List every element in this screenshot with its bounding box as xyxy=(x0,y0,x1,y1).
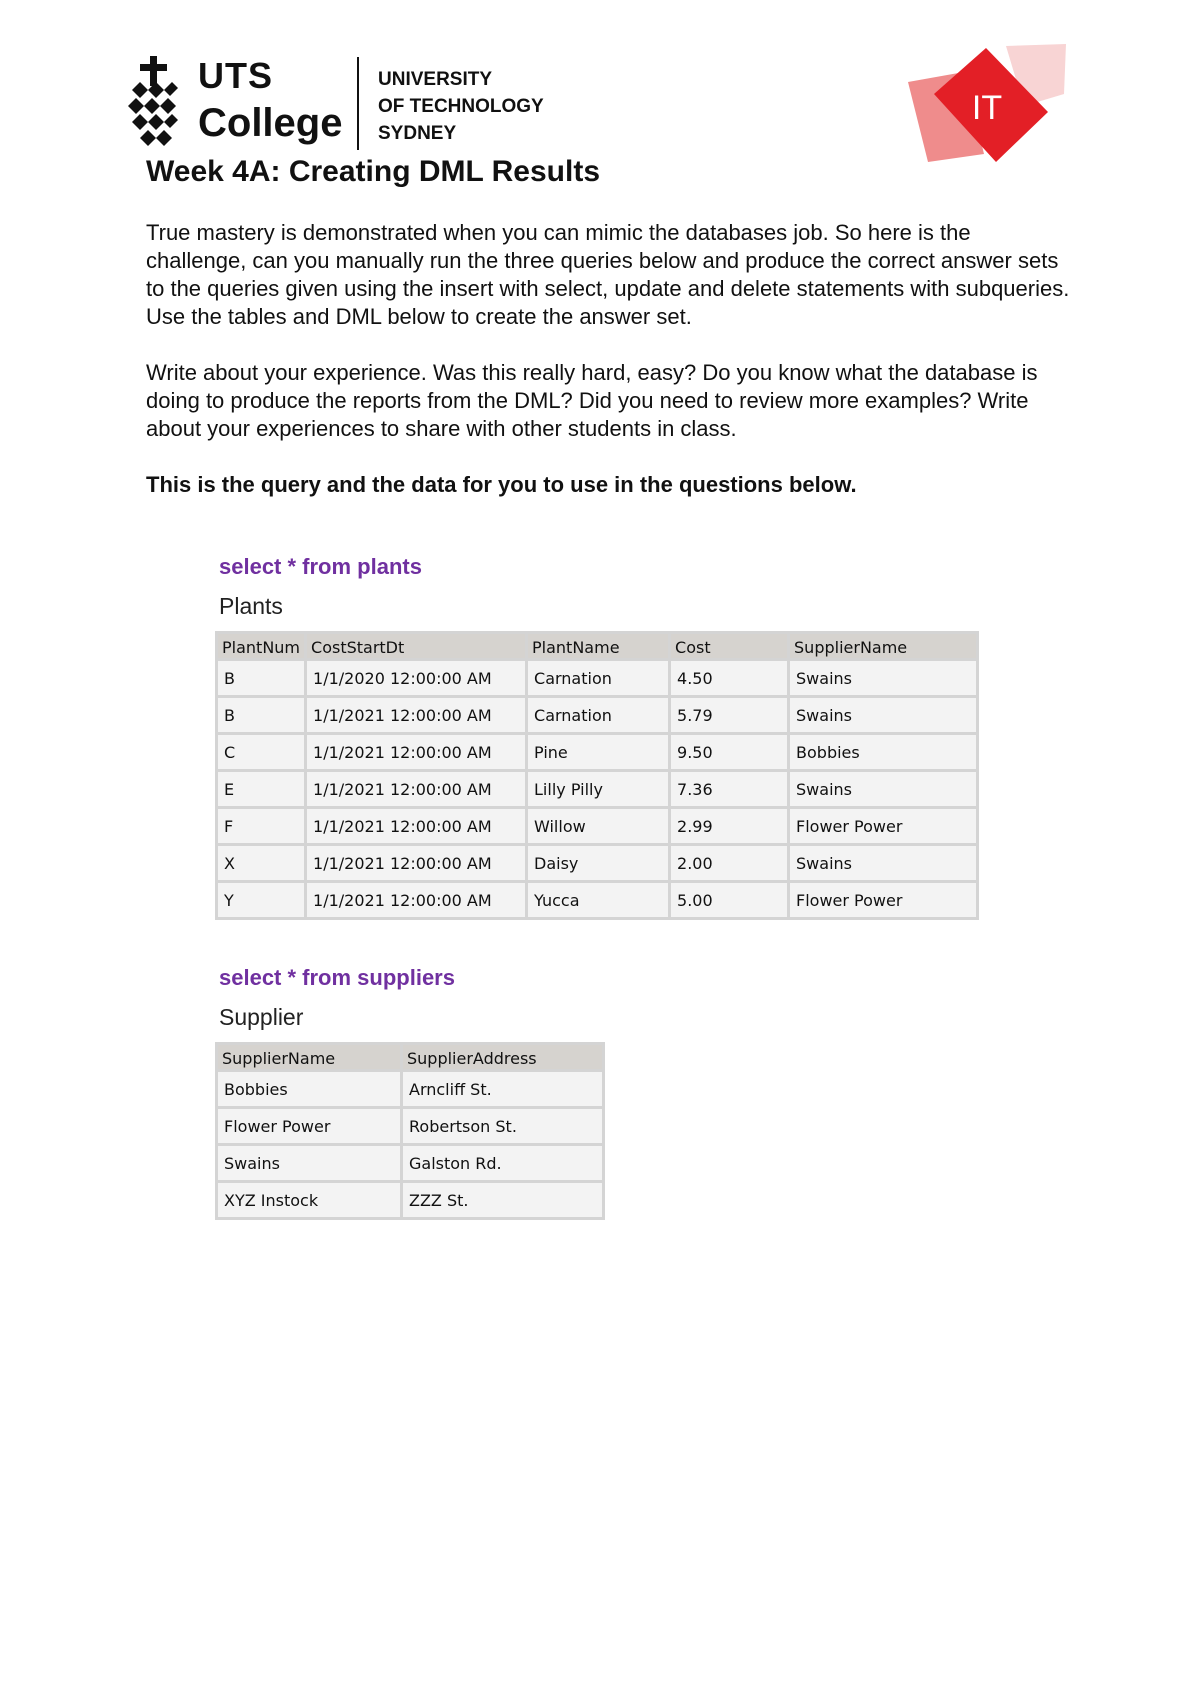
page-title: Week 4A: Creating DML Results xyxy=(146,155,600,188)
suppliers-caption: Supplier xyxy=(219,1004,304,1030)
table-cell: Swains xyxy=(789,697,978,734)
plants-table xyxy=(215,631,979,920)
table-cell: 2.00 xyxy=(670,845,789,882)
table-cell: Carnation xyxy=(527,697,670,734)
table-row xyxy=(217,1182,604,1219)
plants-caption: Plants xyxy=(219,593,283,619)
column-header: SupplierName xyxy=(789,633,978,660)
column-header: PlantName xyxy=(527,633,670,660)
university-line: OF TECHNOLOGY xyxy=(378,96,544,117)
table-cell: Arncliff St. xyxy=(402,1071,604,1108)
table-cell: Robertson St. xyxy=(402,1108,604,1145)
table-cell: Flower Power xyxy=(789,808,978,845)
reflection-paragraph: Write about your experience. Was this really hard, easy? Do you know what the database is doing to produce the reports from the DML? Did you need to review more examples? Write about your experiences to share with other students in class. xyxy=(146,360,1038,441)
table-cell: Swains xyxy=(789,660,978,697)
table-cell: F xyxy=(217,808,306,845)
university-line: SYDNEY xyxy=(378,123,457,144)
column-header: SupplierAddress xyxy=(402,1044,604,1071)
instruction-paragraph: This is the query and the data for you to use in the questions below. xyxy=(146,472,857,497)
table-cell: C xyxy=(217,734,306,771)
table-row xyxy=(217,734,978,771)
table-cell: XYZ Instock xyxy=(217,1182,402,1219)
document-header xyxy=(128,52,1068,162)
table-row xyxy=(217,1071,604,1108)
column-header: PlantNum xyxy=(217,633,306,660)
table-cell: 7.36 xyxy=(670,771,789,808)
table-cell: 1/1/2021 12:00:00 AM xyxy=(306,734,527,771)
table-row xyxy=(217,697,978,734)
table-row xyxy=(217,845,978,882)
it-badge-text: IT xyxy=(971,89,1003,127)
table-cell: 9.50 xyxy=(670,734,789,771)
university-name xyxy=(378,66,544,147)
table-cell: Carnation xyxy=(527,660,670,697)
table-cell: ZZZ St. xyxy=(402,1182,604,1219)
it-badge-icon xyxy=(906,44,1068,174)
intro-paragraph: True mastery is demonstrated when you can mimic the databases job. So here is the challenge, can you manually run the three queries below and produce the correct answer sets to the queries given using the insert with select, update and delete statements with subqueries. Use the tables and DML below to create the answer set. xyxy=(146,220,1070,329)
table-row xyxy=(217,808,978,845)
table-cell: B xyxy=(217,697,306,734)
table-cell: Bobbies xyxy=(217,1071,402,1108)
column-header: SupplierName xyxy=(217,1044,402,1071)
table-cell: Flower Power xyxy=(217,1108,402,1145)
table-row xyxy=(217,1145,604,1182)
table-cell: Willow xyxy=(527,808,670,845)
table-cell: Flower Power xyxy=(789,882,978,919)
table-cell: 5.00 xyxy=(670,882,789,919)
table-cell: Yucca xyxy=(527,882,670,919)
table-cell: 4.50 xyxy=(670,660,789,697)
brand-college: College xyxy=(198,101,343,145)
table-row xyxy=(217,771,978,808)
table-cell: Bobbies xyxy=(789,734,978,771)
uts-college-logo-icon xyxy=(128,56,178,148)
table-cell: Pine xyxy=(527,734,670,771)
table-cell: 1/1/2021 12:00:00 AM xyxy=(306,845,527,882)
brand-uts: UTS xyxy=(198,55,273,96)
table-cell: Swains xyxy=(789,845,978,882)
table-cell: E xyxy=(217,771,306,808)
table-cell: 1/1/2021 12:00:00 AM xyxy=(306,882,527,919)
table-cell: 1/1/2021 12:00:00 AM xyxy=(306,771,527,808)
table-cell: 2.99 xyxy=(670,808,789,845)
suppliers-query: select * from suppliers xyxy=(219,965,455,990)
logo-divider xyxy=(357,57,359,150)
table-cell: X xyxy=(217,845,306,882)
table-cell: Swains xyxy=(789,771,978,808)
table-cell: Lilly Pilly xyxy=(527,771,670,808)
suppliers-header-row xyxy=(217,1044,604,1071)
plants-header-row xyxy=(217,633,978,660)
column-header: Cost xyxy=(670,633,789,660)
column-header: CostStartDt xyxy=(306,633,527,660)
table-row xyxy=(217,1108,604,1145)
table-row xyxy=(217,660,978,697)
table-row xyxy=(217,882,978,919)
university-line: UNIVERSITY xyxy=(378,69,493,90)
suppliers-table xyxy=(215,1042,605,1220)
table-cell: 5.79 xyxy=(670,697,789,734)
table-cell: 1/1/2021 12:00:00 AM xyxy=(306,697,527,734)
table-cell: Galston Rd. xyxy=(402,1145,604,1182)
table-cell: Daisy xyxy=(527,845,670,882)
table-cell: 1/1/2021 12:00:00 AM xyxy=(306,808,527,845)
plants-query: select * from plants xyxy=(219,554,422,579)
table-cell: 1/1/2020 12:00:00 AM xyxy=(306,660,527,697)
table-cell: Swains xyxy=(217,1145,402,1182)
table-cell: Y xyxy=(217,882,306,919)
table-cell: B xyxy=(217,660,306,697)
